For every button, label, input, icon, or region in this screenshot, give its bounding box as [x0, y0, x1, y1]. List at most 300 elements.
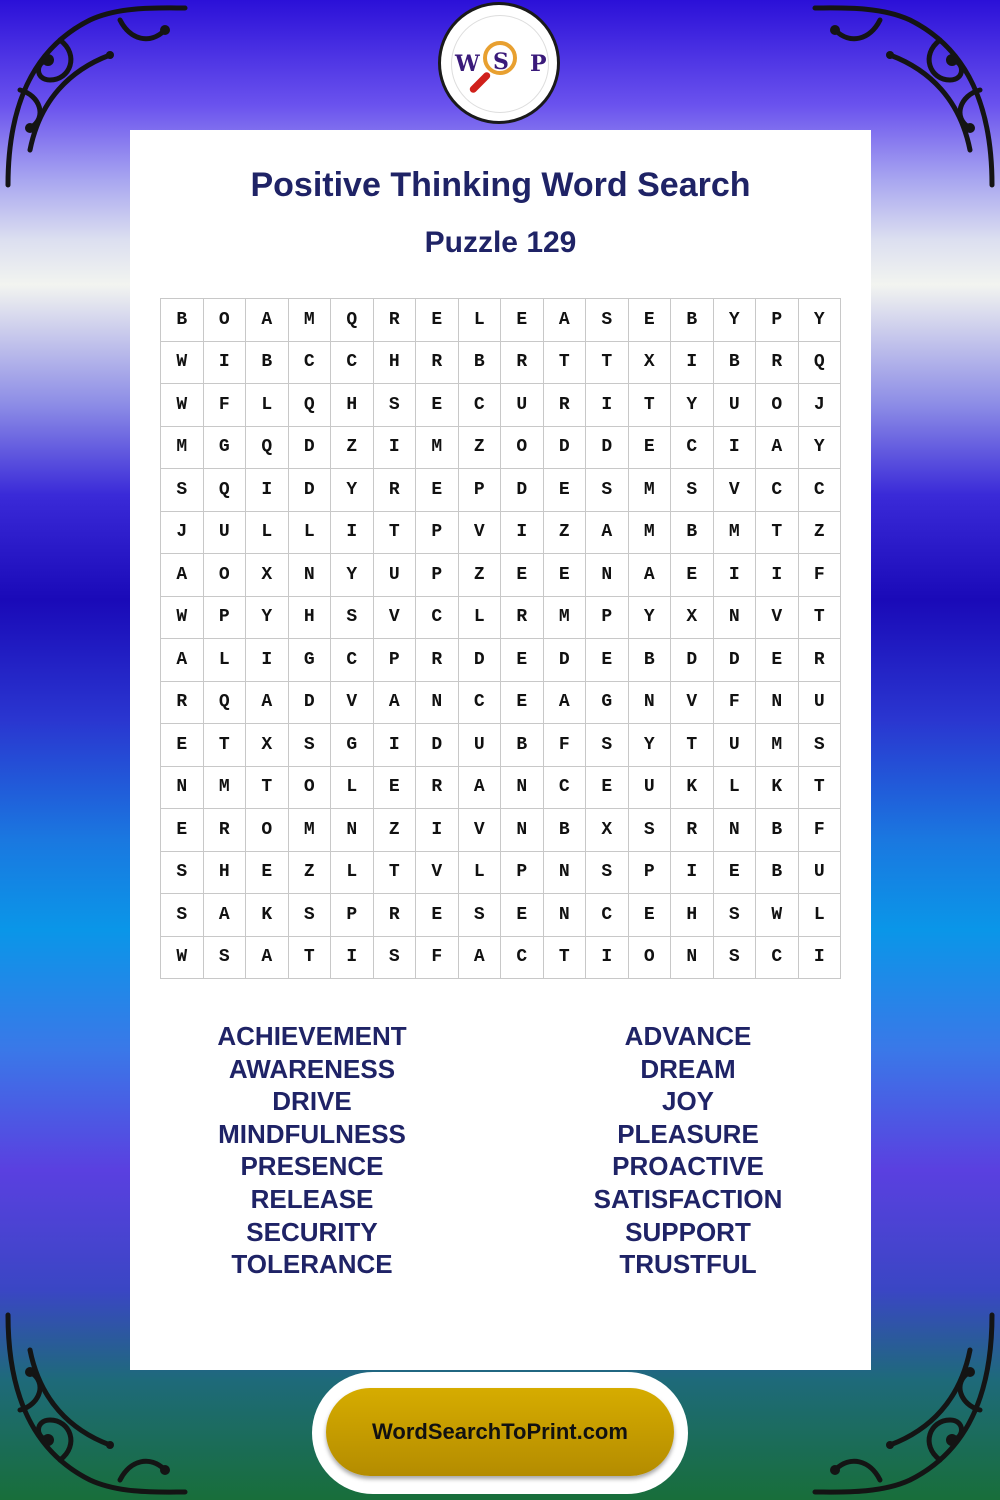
grid-cell[interactable]: H — [671, 894, 714, 937]
word-list-item: RELEASE — [250, 1183, 374, 1214]
grid-cell[interactable]: O — [628, 936, 671, 979]
grid-cell[interactable]: M — [161, 426, 204, 469]
grid-cell[interactable]: I — [501, 511, 544, 554]
grid-cell[interactable]: X — [246, 724, 289, 767]
grid-cell[interactable]: T — [586, 341, 629, 384]
grid-cell[interactable]: N — [713, 596, 756, 639]
grid-cell[interactable]: D — [543, 426, 586, 469]
grid-cell[interactable]: O — [203, 554, 246, 597]
grid-cell[interactable]: C — [586, 894, 629, 937]
grid-cell[interactable]: P — [373, 639, 416, 682]
grid-cell[interactable]: R — [373, 894, 416, 937]
grid-cell[interactable]: Y — [246, 596, 289, 639]
grid-cell[interactable]: H — [373, 341, 416, 384]
grid-cell[interactable]: E — [671, 554, 714, 597]
grid-cell[interactable]: S — [373, 936, 416, 979]
grid-cell[interactable]: B — [671, 299, 714, 342]
puzzle-number: Puzzle 129 — [424, 226, 577, 259]
grid-cell[interactable]: P — [331, 894, 374, 937]
grid-cell[interactable]: S — [713, 936, 756, 979]
grid-cell[interactable]: N — [543, 894, 586, 937]
grid-cell[interactable]: V — [458, 511, 501, 554]
grid-cell[interactable]: G — [203, 426, 246, 469]
grid-cell[interactable]: M — [756, 724, 799, 767]
grid-cell[interactable]: B — [458, 341, 501, 384]
grid-cell[interactable]: S — [586, 724, 629, 767]
grid-cell[interactable]: L — [331, 766, 374, 809]
grid-cell[interactable]: R — [671, 809, 714, 852]
grid-cell[interactable]: E — [586, 766, 629, 809]
grid-cell[interactable]: Z — [331, 426, 374, 469]
grid-cell[interactable]: R — [416, 639, 459, 682]
grid-cell[interactable]: N — [161, 766, 204, 809]
page-title: Positive Thinking Word Search — [250, 166, 751, 204]
grid-cell[interactable]: J — [798, 384, 841, 427]
grid-cell[interactable]: E — [756, 639, 799, 682]
grid-cell[interactable]: I — [331, 936, 374, 979]
grid-cell[interactable]: L — [288, 511, 331, 554]
grid-cell[interactable]: S — [586, 851, 629, 894]
grid-cell[interactable]: X — [586, 809, 629, 852]
word-list-item: SECURITY — [246, 1216, 378, 1247]
grid-cell[interactable]: A — [756, 426, 799, 469]
grid-cell[interactable]: N — [756, 681, 799, 724]
grid-cell[interactable]: O — [203, 299, 246, 342]
grid-cell[interactable]: G — [586, 681, 629, 724]
grid-cell[interactable]: C — [798, 469, 841, 512]
logo-letter-w: W — [455, 51, 480, 77]
grid-cell[interactable]: Y — [713, 299, 756, 342]
grid-cell[interactable]: N — [501, 766, 544, 809]
grid-cell[interactable]: T — [543, 936, 586, 979]
website-link-button[interactable]: WordSearchToPrint.com — [326, 1388, 674, 1476]
grid-cell[interactable]: D — [713, 639, 756, 682]
grid-cell[interactable]: O — [246, 809, 289, 852]
grid-cell[interactable]: R — [501, 341, 544, 384]
grid-cell[interactable]: F — [416, 936, 459, 979]
grid-cell[interactable]: V — [331, 681, 374, 724]
grid-cell[interactable]: C — [756, 469, 799, 512]
website-badge — [312, 1372, 688, 1494]
grid-cell[interactable]: A — [203, 894, 246, 937]
grid-cell[interactable]: I — [373, 724, 416, 767]
grid-cell[interactable]: U — [501, 384, 544, 427]
grid-cell[interactable]: Y — [798, 299, 841, 342]
grid-cell[interactable]: E — [246, 851, 289, 894]
grid-cell[interactable]: F — [798, 554, 841, 597]
word-list-item: PLEASURE — [617, 1118, 759, 1149]
grid-cell[interactable]: T — [798, 596, 841, 639]
grid-cell[interactable]: D — [671, 639, 714, 682]
grid-cell[interactable]: S — [586, 299, 629, 342]
grid-cell[interactable]: T — [373, 511, 416, 554]
grid-cell[interactable]: E — [586, 639, 629, 682]
grid-cell[interactable]: L — [203, 639, 246, 682]
grid-cell[interactable]: M — [416, 426, 459, 469]
grid-cell[interactable]: S — [586, 469, 629, 512]
grid-cell[interactable]: R — [798, 639, 841, 682]
grid-cell[interactable]: Q — [203, 469, 246, 512]
grid-cell[interactable]: Z — [373, 809, 416, 852]
grid-cell[interactable]: T — [288, 936, 331, 979]
grid-cell[interactable]: T — [671, 724, 714, 767]
grid-cell[interactable]: U — [798, 681, 841, 724]
grid-cell[interactable]: W — [161, 936, 204, 979]
grid-row — [161, 341, 841, 384]
grid-cell[interactable]: R — [373, 299, 416, 342]
grid-cell[interactable]: M — [628, 469, 671, 512]
grid-cell[interactable]: F — [203, 384, 246, 427]
grid-cell[interactable]: C — [543, 766, 586, 809]
grid-cell[interactable]: E — [501, 299, 544, 342]
grid-cell[interactable]: E — [161, 724, 204, 767]
grid-cell[interactable]: N — [543, 851, 586, 894]
grid-row — [161, 894, 841, 937]
grid-cell[interactable]: Q — [246, 426, 289, 469]
grid-cell[interactable]: Z — [288, 851, 331, 894]
grid-cell[interactable]: Y — [628, 596, 671, 639]
grid-cell[interactable]: T — [203, 724, 246, 767]
grid-cell[interactable]: I — [586, 384, 629, 427]
grid-cell[interactable]: B — [543, 809, 586, 852]
grid-cell[interactable]: B — [713, 341, 756, 384]
grid-cell[interactable]: T — [628, 384, 671, 427]
grid-cell[interactable]: T — [246, 766, 289, 809]
grid-cell[interactable]: G — [288, 639, 331, 682]
grid-cell[interactable]: A — [543, 299, 586, 342]
grid-cell[interactable]: O — [288, 766, 331, 809]
word-list-item: DREAM — [640, 1053, 736, 1084]
grid-cell[interactable]: T — [373, 851, 416, 894]
grid-cell[interactable]: A — [161, 554, 204, 597]
grid-cell[interactable]: L — [331, 851, 374, 894]
grid-cell[interactable]: W — [756, 894, 799, 937]
grid-cell[interactable]: S — [161, 851, 204, 894]
grid-cell[interactable]: B — [501, 724, 544, 767]
grid-cell[interactable]: V — [416, 851, 459, 894]
grid-cell[interactable]: N — [713, 809, 756, 852]
grid-cell[interactable]: Q — [331, 299, 374, 342]
grid-cell[interactable]: D — [501, 469, 544, 512]
grid-cell[interactable]: S — [288, 894, 331, 937]
grid-cell[interactable]: E — [543, 469, 586, 512]
grid-cell[interactable]: I — [246, 639, 289, 682]
grid-cell[interactable]: C — [331, 639, 374, 682]
grid-cell[interactable]: Q — [288, 384, 331, 427]
grid-cell[interactable]: U — [798, 851, 841, 894]
grid-cell[interactable]: Z — [543, 511, 586, 554]
grid-cell[interactable]: M — [628, 511, 671, 554]
grid-cell[interactable]: I — [671, 341, 714, 384]
grid-cell[interactable]: W — [161, 596, 204, 639]
grid-cell[interactable]: R — [416, 766, 459, 809]
grid-cell[interactable]: X — [628, 341, 671, 384]
grid-cell[interactable]: E — [501, 639, 544, 682]
grid-cell[interactable]: B — [671, 511, 714, 554]
grid-row — [161, 724, 841, 767]
grid-cell[interactable]: C — [288, 341, 331, 384]
grid-cell[interactable]: B — [756, 809, 799, 852]
grid-cell[interactable]: K — [671, 766, 714, 809]
grid-cell[interactable]: F — [798, 809, 841, 852]
grid-cell[interactable]: Z — [458, 426, 501, 469]
grid-cell[interactable]: I — [713, 426, 756, 469]
grid-cell[interactable]: I — [203, 341, 246, 384]
grid-row — [161, 384, 841, 427]
grid-cell[interactable]: I — [331, 511, 374, 554]
grid-cell[interactable]: D — [288, 426, 331, 469]
grid-cell[interactable]: O — [501, 426, 544, 469]
grid-cell[interactable]: I — [373, 426, 416, 469]
grid-cell[interactable]: I — [246, 469, 289, 512]
grid-cell[interactable]: C — [416, 596, 459, 639]
grid-row — [161, 936, 841, 979]
grid-cell[interactable]: V — [458, 809, 501, 852]
grid-cell[interactable]: N — [501, 809, 544, 852]
grid-cell[interactable]: V — [671, 681, 714, 724]
grid-cell[interactable]: Y — [628, 724, 671, 767]
grid-cell[interactable]: N — [671, 936, 714, 979]
grid-row — [161, 426, 841, 469]
grid-cell[interactable]: V — [713, 469, 756, 512]
grid-cell[interactable]: C — [501, 936, 544, 979]
grid-row — [161, 596, 841, 639]
grid-cell[interactable]: R — [501, 596, 544, 639]
grid-cell[interactable]: V — [756, 596, 799, 639]
grid-cell[interactable]: I — [713, 554, 756, 597]
grid-cell[interactable]: L — [246, 511, 289, 554]
word-list-item: ADVANCE — [624, 1021, 752, 1051]
grid-cell[interactable]: Z — [798, 511, 841, 554]
grid-cell[interactable]: I — [416, 809, 459, 852]
grid-cell[interactable]: P — [501, 851, 544, 894]
grid-cell[interactable]: G — [331, 724, 374, 767]
grid-cell[interactable]: D — [416, 724, 459, 767]
grid-cell[interactable]: U — [628, 766, 671, 809]
grid-row — [161, 766, 841, 809]
word-list-item: ACHIEVEMENT — [217, 1021, 407, 1051]
grid-cell[interactable]: N — [416, 681, 459, 724]
grid-cell[interactable]: S — [373, 384, 416, 427]
grid-cell[interactable]: P — [756, 299, 799, 342]
grid-cell[interactable]: H — [331, 384, 374, 427]
grid-cell[interactable]: S — [671, 469, 714, 512]
grid-cell[interactable]: O — [756, 384, 799, 427]
word-list-item: PROACTIVE — [612, 1151, 764, 1182]
grid-cell[interactable]: E — [416, 299, 459, 342]
grid-cell[interactable]: E — [501, 894, 544, 937]
grid-cell[interactable]: H — [203, 851, 246, 894]
grid-cell[interactable]: D — [458, 639, 501, 682]
grid-cell[interactable]: R — [756, 341, 799, 384]
grid-cell[interactable]: T — [798, 766, 841, 809]
grid-cell[interactable]: A — [246, 936, 289, 979]
grid-cell[interactable]: E — [713, 851, 756, 894]
grid-cell[interactable]: E — [161, 809, 204, 852]
grid-cell[interactable]: P — [586, 596, 629, 639]
grid-cell[interactable]: M — [288, 299, 331, 342]
grid-cell[interactable]: N — [288, 554, 331, 597]
puzzle-panel — [130, 130, 871, 1370]
grid-cell[interactable]: L — [458, 851, 501, 894]
grid-cell[interactable]: P — [203, 596, 246, 639]
grid-cell[interactable]: H — [288, 596, 331, 639]
grid-cell[interactable]: P — [416, 511, 459, 554]
grid-cell[interactable]: U — [713, 724, 756, 767]
grid-row — [161, 639, 841, 682]
grid-cell[interactable]: L — [458, 299, 501, 342]
grid-cell[interactable]: N — [331, 809, 374, 852]
logo-letter-s: S — [493, 49, 509, 75]
grid-cell[interactable]: I — [586, 936, 629, 979]
grid-cell[interactable]: E — [416, 384, 459, 427]
grid-cell[interactable]: J — [161, 511, 204, 554]
grid-cell[interactable]: A — [586, 511, 629, 554]
grid-cell[interactable]: X — [246, 554, 289, 597]
grid-cell[interactable]: A — [246, 681, 289, 724]
grid-row — [161, 299, 841, 342]
letter-grid — [160, 298, 841, 979]
word-list-item: TOLERANCE — [231, 1249, 393, 1280]
grid-cell[interactable]: I — [798, 936, 841, 979]
grid-cell[interactable]: U — [458, 724, 501, 767]
grid-cell[interactable]: L — [713, 766, 756, 809]
grid-cell[interactable]: T — [756, 511, 799, 554]
grid-cell[interactable]: Y — [798, 426, 841, 469]
grid-cell[interactable]: S — [288, 724, 331, 767]
grid-cell[interactable]: Z — [458, 554, 501, 597]
grid-cell[interactable]: P — [416, 554, 459, 597]
grid-cell[interactable]: A — [246, 299, 289, 342]
grid-cell[interactable]: E — [416, 894, 459, 937]
grid-cell[interactable]: B — [628, 639, 671, 682]
word-list-item: PRESENCE — [240, 1151, 384, 1182]
grid-cell[interactable]: E — [501, 681, 544, 724]
grid-cell[interactable]: E — [628, 894, 671, 937]
grid-cell[interactable]: R — [161, 681, 204, 724]
grid-cell[interactable]: D — [543, 639, 586, 682]
grid-cell[interactable]: C — [756, 936, 799, 979]
grid-cell[interactable]: W — [161, 384, 204, 427]
grid-cell[interactable]: S — [161, 894, 204, 937]
grid-cell[interactable]: E — [628, 426, 671, 469]
grid-cell[interactable]: A — [543, 681, 586, 724]
grid-cell[interactable]: B — [161, 299, 204, 342]
grid-cell[interactable]: R — [373, 469, 416, 512]
grid-row — [161, 554, 841, 597]
grid-cell[interactable]: S — [628, 809, 671, 852]
grid-cell[interactable]: D — [288, 469, 331, 512]
grid-cell[interactable]: I — [671, 851, 714, 894]
grid-cell[interactable]: P — [458, 469, 501, 512]
grid-cell[interactable]: S — [798, 724, 841, 767]
grid-cell[interactable]: F — [543, 724, 586, 767]
grid-cell[interactable]: A — [373, 681, 416, 724]
grid-cell[interactable]: U — [373, 554, 416, 597]
grid-cell[interactable]: V — [373, 596, 416, 639]
grid-cell[interactable]: A — [458, 766, 501, 809]
grid-row — [161, 851, 841, 894]
grid-cell[interactable]: B — [756, 851, 799, 894]
grid-cell[interactable]: N — [586, 554, 629, 597]
grid-cell[interactable]: W — [161, 341, 204, 384]
word-list-right — [548, 1020, 828, 1281]
grid-cell[interactable]: C — [331, 341, 374, 384]
grid-cell[interactable]: R — [203, 809, 246, 852]
grid-cell[interactable]: A — [161, 639, 204, 682]
word-list-item: SATISFACTION — [593, 1183, 783, 1214]
grid-cell[interactable]: E — [628, 299, 671, 342]
grid-cell[interactable]: T — [543, 341, 586, 384]
grid-cell[interactable]: P — [628, 851, 671, 894]
grid-cell[interactable]: M — [543, 596, 586, 639]
grid-cell[interactable]: E — [373, 766, 416, 809]
grid-cell[interactable]: Q — [798, 341, 841, 384]
grid-row — [161, 681, 841, 724]
grid-cell[interactable]: M — [713, 511, 756, 554]
grid-row — [161, 511, 841, 554]
grid-cell[interactable]: Y — [671, 384, 714, 427]
word-list-item: TRUSTFUL — [619, 1249, 757, 1280]
grid-cell[interactable]: Y — [331, 469, 374, 512]
grid-cell[interactable]: E — [543, 554, 586, 597]
grid-cell[interactable]: U — [713, 384, 756, 427]
grid-cell[interactable]: L — [246, 384, 289, 427]
grid-cell[interactable]: L — [458, 596, 501, 639]
grid-cell[interactable]: Y — [331, 554, 374, 597]
word-list-item: JOY — [661, 1086, 715, 1117]
grid-row — [161, 469, 841, 512]
grid-cell[interactable]: D — [586, 426, 629, 469]
word-list-item: SUPPORT — [625, 1216, 751, 1247]
grid-cell[interactable]: L — [798, 894, 841, 937]
grid-cell[interactable]: R — [416, 341, 459, 384]
grid-cell[interactable]: A — [628, 554, 671, 597]
grid-cell[interactable]: C — [458, 681, 501, 724]
word-list-item: DRIVE — [272, 1086, 352, 1117]
grid-cell[interactable]: K — [246, 894, 289, 937]
logo-letter-p: P — [530, 51, 547, 77]
grid-row — [161, 809, 841, 852]
grid-cell[interactable]: M — [203, 766, 246, 809]
grid-cell[interactable]: M — [288, 809, 331, 852]
word-list-left — [172, 1020, 452, 1281]
grid-cell[interactable]: S — [331, 596, 374, 639]
grid-cell[interactable]: I — [756, 554, 799, 597]
grid-cell[interactable]: R — [543, 384, 586, 427]
grid-cell[interactable]: B — [246, 341, 289, 384]
grid-cell[interactable]: D — [288, 681, 331, 724]
grid-cell[interactable]: C — [671, 426, 714, 469]
grid-cell[interactable]: N — [628, 681, 671, 724]
grid-cell[interactable]: S — [161, 469, 204, 512]
grid-cell[interactable]: S — [458, 894, 501, 937]
grid-cell[interactable]: K — [756, 766, 799, 809]
grid-cell[interactable]: X — [671, 596, 714, 639]
grid-cell[interactable]: C — [458, 384, 501, 427]
grid-cell[interactable]: A — [458, 936, 501, 979]
word-list-item: MINDFULNESS — [218, 1118, 406, 1149]
grid-cell[interactable]: S — [713, 894, 756, 937]
grid-cell[interactable]: F — [713, 681, 756, 724]
grid-cell[interactable]: S — [203, 936, 246, 979]
grid-cell[interactable]: E — [416, 469, 459, 512]
grid-cell[interactable]: E — [501, 554, 544, 597]
grid-cell[interactable]: U — [203, 511, 246, 554]
wsp-logo[interactable] — [438, 2, 560, 124]
word-list-item: AWARENESS — [228, 1053, 396, 1084]
grid-cell[interactable]: Q — [203, 681, 246, 724]
